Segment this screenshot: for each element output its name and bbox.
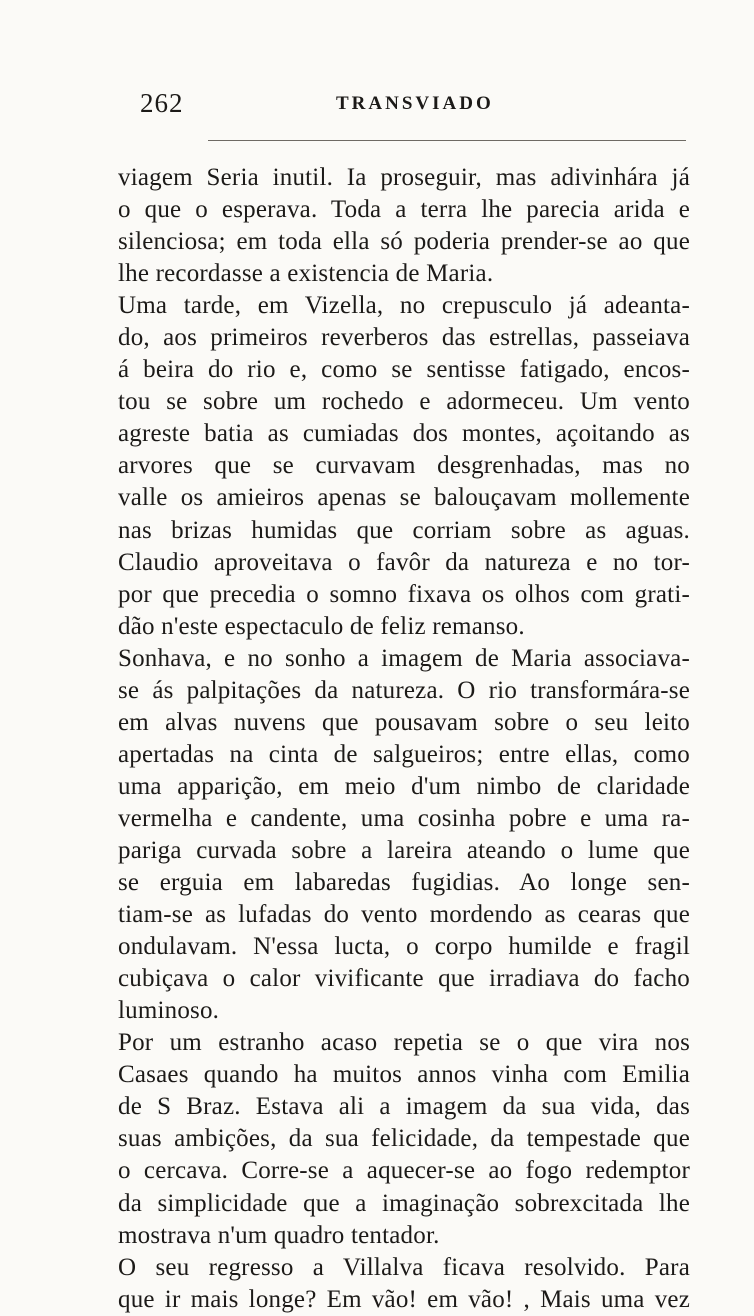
text-line: pariga curvada sobre a lareira ateando o lume que <box>118 836 690 864</box>
text-line: nas brizas humidas que corriam sobre as aguas. <box>118 516 690 544</box>
text-line: por que precedia o somno fixava os olhos com grati- <box>118 580 690 608</box>
page-number: 262 <box>140 88 184 118</box>
text-line: á beira do rio e, como se sentisse fatigado, encos- <box>118 356 690 384</box>
text-line: silenciosa; em toda ella só poderia prender-se ao que <box>118 228 690 256</box>
text-line: dão n'este espectaculo de feliz remanso. <box>118 612 525 640</box>
text-line: Por um estranho acaso repetia se o que vira nos <box>118 1029 690 1057</box>
body-text <box>118 162 690 1316</box>
text-line: uma apparição, em meio d'um nimbo de claridade <box>118 772 690 800</box>
text-line: do, aos primeiros reverberos das estrellas, passeiava <box>118 324 690 352</box>
text-line: que ir mais longe? Em vão! em vão! , Mais uma vez <box>118 1285 690 1313</box>
text-line: Uma tarde, em Vizella, no crepusculo já adeanta- <box>118 292 690 320</box>
text-line: agreste batia as cumiadas dos montes, açoitando as <box>118 420 690 448</box>
text-line: se ás palpitações da natureza. O rio transformára-se <box>118 676 690 704</box>
text-line: o cercava. Corre-se a aquecer-se ao fogo redemptor <box>118 1157 690 1185</box>
text-line: luminoso. <box>118 997 220 1025</box>
text-line: Casaes quando ha muitos annos vinha com Emilia <box>118 1061 690 1089</box>
text-line: suas ambições, da sua felicidade, da tempestade que <box>118 1125 690 1153</box>
text-line: mostrava n'um quadro tentador. <box>118 1221 440 1249</box>
text-line: O seu regresso a Villalva ficava resolvido. Para <box>118 1253 690 1281</box>
header-rule <box>208 140 686 141</box>
text-line: ondulavam. N'essa lucta, o corpo humilde e fragil <box>118 933 690 961</box>
text-line: apertadas na cinta de salgueiros; entre ellas, como <box>118 740 690 768</box>
text-line: tiam-se as lufadas do vento mordendo as cearas que <box>118 901 690 929</box>
text-line: Claudio aproveitava o favôr da natureza e no tor- <box>118 548 690 576</box>
text-line: da simplicidade que a imaginação sobrexcitada lhe <box>118 1189 690 1217</box>
text-line: tou se sobre um rochedo e adormeceu. Um vento <box>118 388 690 416</box>
text-line: vermelha e candente, uma cosinha pobre e uma ra- <box>118 804 690 832</box>
text-line: o que o esperava. Toda a terra lhe parecia arida e <box>118 196 690 224</box>
text-line: arvores que se curvavam desgrenhadas, mas no <box>118 452 690 480</box>
text-line: viagem Seria inutil. Ia proseguir, mas adivinhára já <box>118 164 690 191</box>
text-line: em alvas nuvens que pousavam sobre o seu leito <box>118 708 690 736</box>
text-line: Sonhava, e no sonho a imagem de Maria associava- <box>118 644 690 672</box>
running-title: TRANSVIADO <box>336 93 494 114</box>
text-line: se erguia em labaredas fugidias. Ao longe sen- <box>118 869 690 897</box>
text-line: cubiçava o calor vivificante que irradiava do facho <box>118 965 690 993</box>
text-line: valle os amieiros apenas se balouçavam mollemente <box>118 484 690 512</box>
text-line: de S Braz. Estava ali a imagem da sua vida, das <box>118 1093 690 1121</box>
text-line: lhe recordasse a existencia de Maria. <box>118 260 494 288</box>
